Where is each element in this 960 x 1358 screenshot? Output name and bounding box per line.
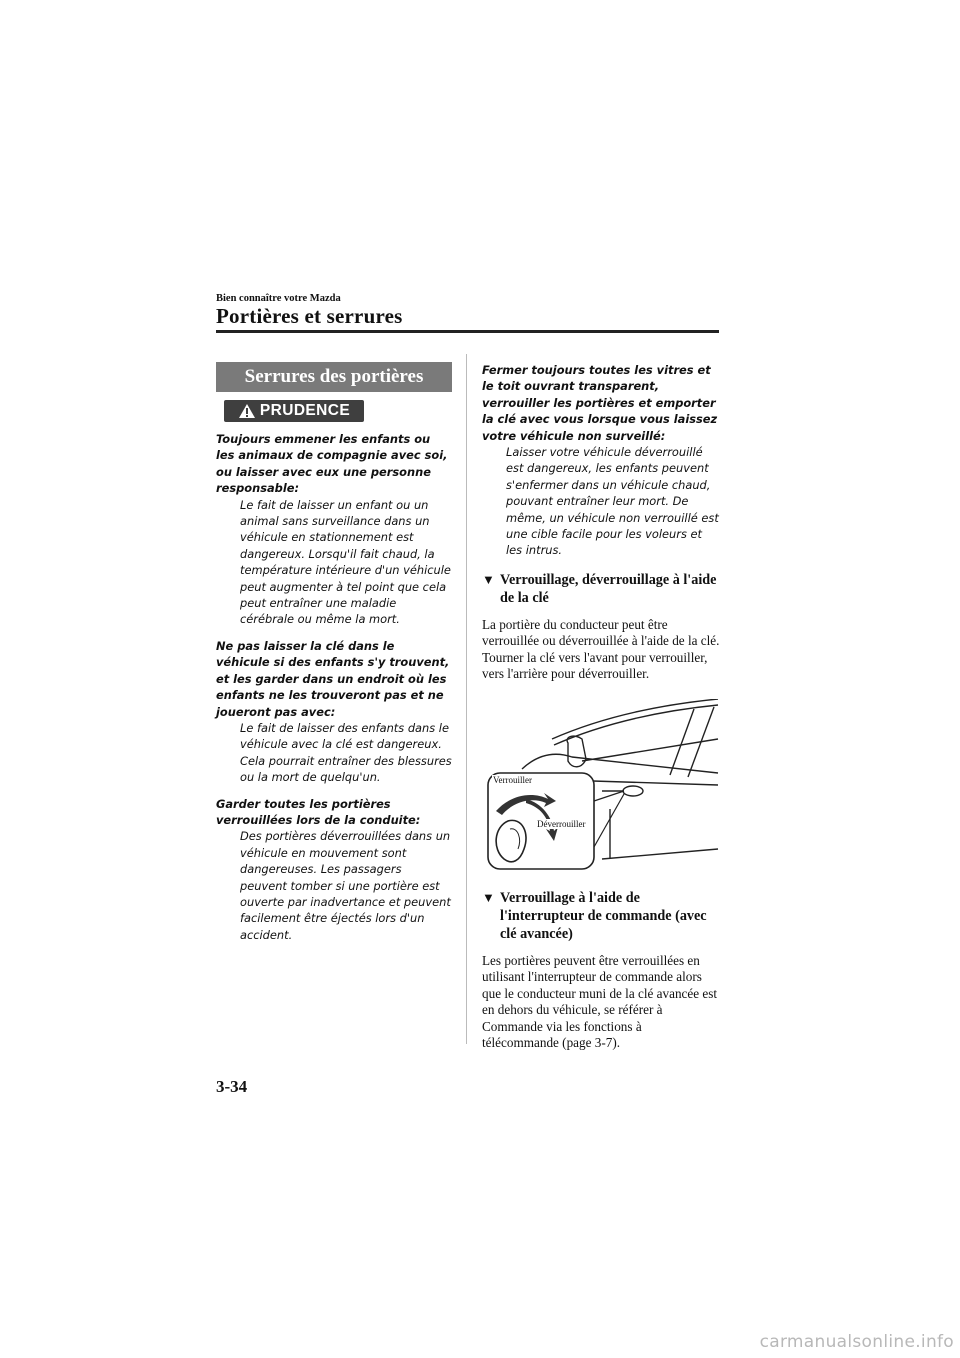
- key-icon: [496, 820, 526, 861]
- page-title: Portières et serrures: [216, 304, 403, 328]
- triangle-marker-icon: ▼: [482, 571, 495, 587]
- door-lock-illustration: [482, 699, 720, 871]
- caution-label: PRUDENCE: [259, 402, 351, 419]
- warning-body: Le fait de laisser des enfants dans le véhicule avec la clé est dangereux. Cela pourrait entraîner des blessures ou la mort de quelqu'un.: [240, 720, 452, 785]
- subsection-title: Verrouillage, déverrouillage à l'aide de la clé: [500, 571, 717, 606]
- caution-badge: [224, 400, 364, 422]
- warning-body: Le fait de laisser un enfant ou un animal sans surveillance dans un véhicule en stationnement est dangereux. Lorsqu'il fait chaud, la température intérieure d'un véhicule peut augmenter à tel point que cela peut entraîner une maladie cérébrale ou même la mort.: [240, 497, 451, 627]
- warning-heading: Garder toutes les portières verrouillées lors de la conduite:: [216, 796, 421, 827]
- warning-heading: Toujours emmener les enfants ou les animaux de compagnie avec soi, ou laisser avec eux une personne responsable:: [216, 432, 448, 496]
- warning-heading: Ne pas laisser la clé dans le véhicule si des enfants s'y trouvent, et les garder dans un endroit où les enfants ne les trouveront pas et ne joueront pas avec:: [216, 638, 450, 719]
- unlock-label: Déverrouiller: [537, 818, 586, 829]
- watermark: carmanualsonline.info: [759, 1332, 954, 1352]
- subsection-body: La portière du conducteur peut être verrouillée ou déverrouillée à l'aide de la clé. Tourner la clé vers l'avant pour verrouiller, vers l'arrière pour déverrouiller.: [482, 616, 720, 682]
- warning-triangle-icon: [238, 403, 256, 419]
- right-column: [482, 362, 720, 1052]
- subsection-heading: [482, 889, 720, 943]
- lock-label: Verrouiller: [493, 774, 532, 785]
- subsection-body: Les portières peuvent être verrouillées en utilisant l'interrupteur de commande alors que le conducteur muni de la clé avancée est en dehors du véhicule, se référer à Commande via les fonctions à télécommande (page 3-7).: [482, 952, 718, 1051]
- column-divider: [466, 354, 467, 1044]
- triangle-marker-icon: ▼: [482, 889, 495, 905]
- warning-body: Des portières déverrouillées dans un véhicule en mouvement sont dangereuses. Les passagers peuvent tomber si une portière est ouverte par inadvertance et peuvent facilement être éjectés lors d'un accident.: [240, 829, 451, 942]
- subsection-heading: [482, 571, 720, 607]
- warning-body: Laisser votre véhicule déverrouillé est dangereux, les enfants peuvent s'enfermer dans un véhicule chaud, pouvant entraîner leur mort. De même, un véhicule non verrouillé est une cible facile pour les voleurs et les intrus.: [506, 445, 719, 558]
- page-number: 3-34: [216, 1077, 248, 1096]
- warning-heading: Fermer toujours toutes les vitres et le toit ouvrant transparent, verrouiller les portières et emporter la clé avec vous lorsque vous laissez votre véhicule non surveillé:: [482, 363, 718, 443]
- left-column: [216, 362, 452, 953]
- header-rule: [216, 330, 719, 333]
- subsection-title: Verrouillage à l'aide de l'interrupteur de commande (avec clé avancée): [500, 889, 707, 942]
- car-door-drawing: [482, 699, 720, 871]
- section-banner: Serrures des portières: [216, 362, 452, 392]
- header-subtitle: Bien connaître votre Mazda: [216, 293, 341, 304]
